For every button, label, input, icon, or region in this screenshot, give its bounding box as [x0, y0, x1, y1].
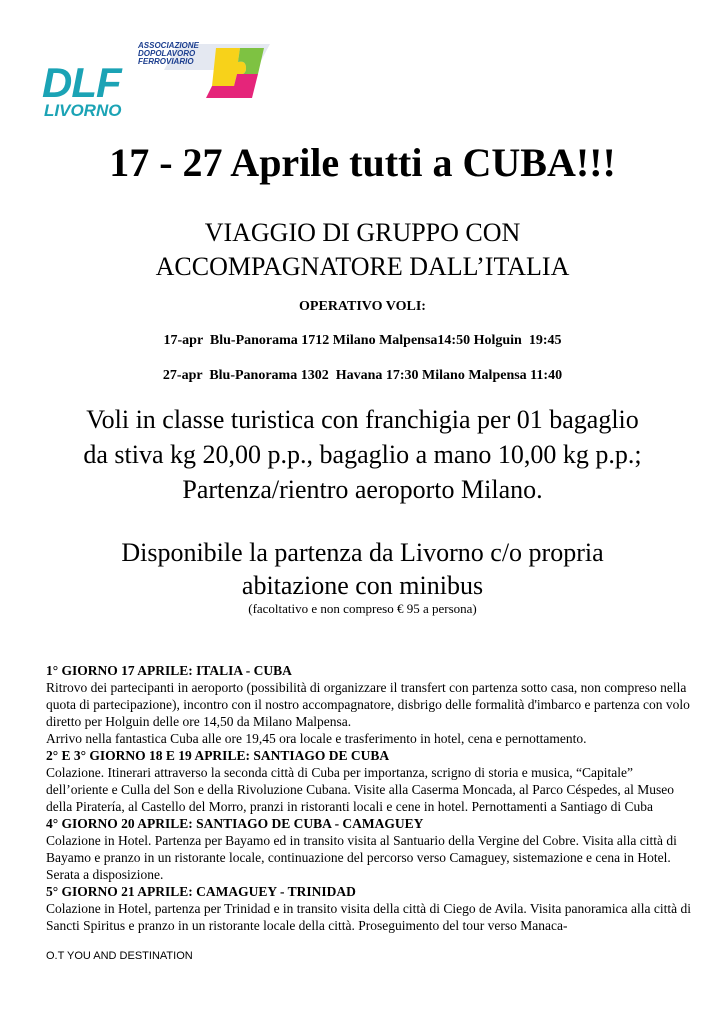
day-text: Colazione in Hotel, partenza per Trinidad e in transito visita della città di Ciego de Avila. Visita panoramica alla città di Sancti Spiritus e pranzo in un ristorante locale della città. Proseguimento del tour verso Manaca- — [46, 901, 692, 933]
day-title: 4° GIORNO 20 APRILE: SANTIAGO DE CUBA - CAMAGUEY — [46, 816, 424, 831]
itinerary — [46, 662, 691, 934]
day-title: 1° GIORNO 17 APRILE: ITALIA - CUBA — [46, 663, 292, 678]
dlf-livorno-logo — [42, 40, 267, 120]
flight-return: 27-apr Blu-Panorama 1302 Havana 17:30 Milano Malpensa 11:40 — [162, 368, 563, 383]
logo-city: LIVORNO — [44, 101, 122, 120]
departure-note: (facoltativo e non compreso € 95 a persona) — [248, 601, 477, 616]
page-title: 17 - 27 Aprile tutti a CUBA!!! — [109, 140, 616, 185]
day-text: Arrivo nella fantastica Cuba alle ore 19,45 ora locale e trasferimento in hotel, cena e pernottamento. — [46, 731, 587, 746]
day-text: Colazione. Itinerari attraverso la seconda città di Cuba per importanza, scrigno di storia e musica, “Capitale” dell’oriente e Culla del Son e della Rivoluzione Cubana. Visite alla Caserma Moncada, al Parco Céspedes, al Museo della Piratería, al Castello del Morro, pranzi in ristoranti locali e cene in hotel. Pernottamenti a Santiago di Cuba — [46, 765, 675, 814]
subtitle: VIAGGIO DI GRUPPO CON ACCOMPAGNATORE DALL’ITALIA — [155, 218, 570, 281]
day-text: Colazione in Hotel. Partenza per Bayamo ed in transito visita al Santuario della Vergine del Cobre. Visita alla città di Bayamo e pranzo in un ristorante locale, continuazione del percorso verso Camaguey, sistemazione e cena in Hotel. Serata a disposizione. — [46, 833, 677, 882]
day-title: 2° E 3° GIORNO 18 E 19 APRILE: SANTIAGO DE CUBA — [46, 748, 390, 763]
flight-info: Voli in classe turistica con franchigia per 01 bagaglio da stiva kg 20,00 p.p., bagaglio a mano 10,00 kg p.p.; Partenza/rientro aeroporto Milano. — [83, 405, 642, 504]
departure-info: Disponibile la partenza da Livorno c/o propria abitazione con minibus — [121, 538, 604, 600]
day-text: Ritrovo dei partecipanti in aeroporto (possibilità di organizzare il transfert con partenza sotto casa, non compreso nella quota di partecipazione), incontro con il nostro accompagnatore, disbrigo delle formalità d'imbarco e partenza con volo diretto per Holguin delle ore 14,50 da Milano Malpensa. — [46, 680, 690, 729]
footer-agency: O.T YOU AND DESTINATION — [46, 950, 193, 962]
day-title: 5° GIORNO 21 APRILE: CAMAGUEY - TRINIDAD — [46, 884, 356, 899]
operativo-voli-label: OPERATIVO VOLI: — [299, 299, 426, 314]
logo-association-text: ASSOCIAZIONE DOPOLAVORO FERROVIARIO — [138, 41, 199, 66]
logo-brand: DLF — [42, 59, 121, 106]
flight-outbound: 17-apr Blu-Panorama 1712 Milano Malpensa14:50 Holguin 19:45 — [163, 333, 562, 348]
